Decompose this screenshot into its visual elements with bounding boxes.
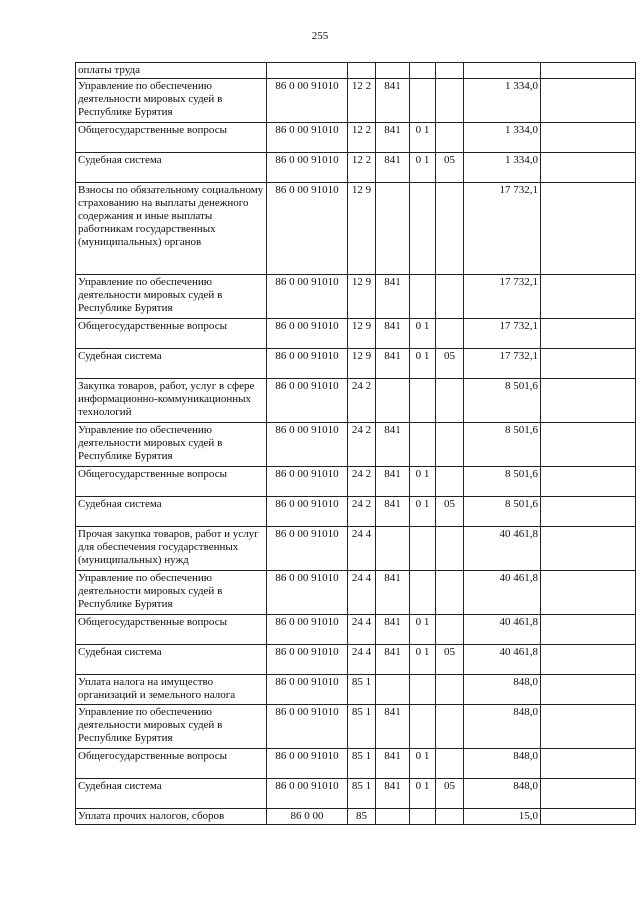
target-article-cell: 86 0 00 91010 [267,275,348,319]
row-name-cell: Управление по обеспечению деятельности мировых судей в Республике Бурятия [76,705,267,749]
extra-cell [541,615,636,645]
subsection-cell [436,63,464,79]
target-article-cell: 86 0 00 91010 [267,779,348,809]
expense-type-cell: 12 9 [348,349,376,379]
subsection-cell [436,467,464,497]
expense-type-cell: 24 2 [348,423,376,467]
amount-cell: 8 501,6 [464,467,541,497]
section-cell [410,571,436,615]
subsection-cell [436,527,464,571]
extra-cell [541,319,636,349]
section-cell: 0 1 [410,615,436,645]
administrator-code-cell: 841 [376,571,410,615]
expense-type-cell: 24 2 [348,467,376,497]
extra-cell [541,527,636,571]
amount-cell: 17 732,1 [464,275,541,319]
row-name-cell: Управление по обеспечению деятельности мировых судей в Республике Бурятия [76,423,267,467]
target-article-cell: 86 0 00 91010 [267,749,348,779]
expense-type-cell: 85 [348,809,376,825]
expense-type-cell: 85 1 [348,705,376,749]
section-cell: 0 1 [410,319,436,349]
section-cell: 0 1 [410,349,436,379]
expense-type-cell: 24 4 [348,527,376,571]
table-row [76,319,636,349]
extra-cell [541,183,636,275]
extra-cell [541,749,636,779]
administrator-code-cell [376,675,410,705]
row-name-cell: Закупка товаров, работ, услуг в сфере информационно-коммуникационных технологий [76,379,267,423]
row-name-cell: Общегосударственные вопросы [76,615,267,645]
extra-cell [541,571,636,615]
table-row [76,779,636,809]
amount-cell: 40 461,8 [464,645,541,675]
target-article-cell [267,63,348,79]
section-cell: 0 1 [410,467,436,497]
expense-type-cell: 24 2 [348,379,376,423]
amount-cell: 8 501,6 [464,379,541,423]
table-row [76,645,636,675]
expense-type-cell: 24 4 [348,615,376,645]
expense-type-cell: 12 9 [348,275,376,319]
administrator-code-cell: 841 [376,645,410,675]
section-cell [410,675,436,705]
expense-type-cell: 12 9 [348,183,376,275]
row-name-cell: Управление по обеспечению деятельности мировых судей в Республике Бурятия [76,79,267,123]
target-article-cell: 86 0 00 91010 [267,497,348,527]
target-article-cell: 86 0 00 91010 [267,349,348,379]
section-cell [410,379,436,423]
extra-cell [541,467,636,497]
section-cell [410,423,436,467]
amount-cell: 40 461,8 [464,527,541,571]
table-row [76,379,636,423]
row-name-cell: Уплата прочих налогов, сборов [76,809,267,825]
extra-cell [541,153,636,183]
row-name-cell: Судебная система [76,645,267,675]
extra-cell [541,123,636,153]
table-row [76,749,636,779]
target-article-cell: 86 0 00 91010 [267,615,348,645]
section-cell: 0 1 [410,153,436,183]
administrator-code-cell [376,527,410,571]
target-article-cell: 86 0 00 91010 [267,467,348,497]
table-row [76,63,636,79]
section-cell [410,79,436,123]
extra-cell [541,379,636,423]
amount-cell: 848,0 [464,705,541,749]
section-cell: 0 1 [410,779,436,809]
expense-type-cell: 24 4 [348,571,376,615]
row-name-cell: Управление по обеспечению деятельности мировых судей в Республике Бурятия [76,571,267,615]
amount-cell: 40 461,8 [464,615,541,645]
extra-cell [541,809,636,825]
section-cell [410,705,436,749]
section-cell: 0 1 [410,645,436,675]
extra-cell [541,275,636,319]
subsection-cell [436,705,464,749]
section-cell [410,183,436,275]
amount-cell: 15,0 [464,809,541,825]
administrator-code-cell: 841 [376,467,410,497]
section-cell: 0 1 [410,123,436,153]
extra-cell [541,79,636,123]
expense-type-cell: 24 2 [348,497,376,527]
table-row [76,527,636,571]
administrator-code-cell [376,379,410,423]
amount-cell: 848,0 [464,675,541,705]
page-number: 255 [311,30,329,42]
table-row [76,183,636,275]
table-row [76,153,636,183]
table-row [76,79,636,123]
amount-cell [464,63,541,79]
budget-table [75,62,636,825]
row-name-cell: Общегосударственные вопросы [76,123,267,153]
target-article-cell: 86 0 00 91010 [267,705,348,749]
row-name-cell: Общегосударственные вопросы [76,467,267,497]
administrator-code-cell: 841 [376,79,410,123]
administrator-code-cell: 841 [376,349,410,379]
target-article-cell: 86 0 00 91010 [267,645,348,675]
target-article-cell: 86 0 00 91010 [267,183,348,275]
amount-cell: 17 732,1 [464,183,541,275]
expense-type-cell: 12 2 [348,153,376,183]
row-name-cell: Судебная система [76,349,267,379]
administrator-code-cell: 841 [376,749,410,779]
target-article-cell: 86 0 00 91010 [267,79,348,123]
amount-cell: 848,0 [464,749,541,779]
subsection-cell: 05 [436,645,464,675]
administrator-code-cell: 841 [376,319,410,349]
extra-cell [541,497,636,527]
row-name-cell: Судебная система [76,497,267,527]
table-row [76,349,636,379]
row-name-cell: Управление по обеспечению деятельности мировых судей в Республике Бурятия [76,275,267,319]
row-name-cell: Судебная система [76,779,267,809]
table-row [76,705,636,749]
administrator-code-cell: 841 [376,153,410,183]
subsection-cell [436,615,464,645]
table-row [76,123,636,153]
table-row [76,423,636,467]
amount-cell: 17 732,1 [464,349,541,379]
expense-type-cell: 12 9 [348,319,376,349]
table-row [76,497,636,527]
subsection-cell [436,675,464,705]
amount-cell: 8 501,6 [464,423,541,467]
budget-table-body [76,63,636,825]
amount-cell: 17 732,1 [464,319,541,349]
target-article-cell: 86 0 00 91010 [267,571,348,615]
target-article-cell: 86 0 00 91010 [267,423,348,467]
administrator-code-cell: 841 [376,497,410,527]
amount-cell: 8 501,6 [464,497,541,527]
expense-type-cell: 85 1 [348,779,376,809]
target-article-cell: 86 0 00 91010 [267,675,348,705]
subsection-cell [436,183,464,275]
section-cell [410,527,436,571]
table-row [76,571,636,615]
subsection-cell [436,423,464,467]
administrator-code-cell: 841 [376,275,410,319]
subsection-cell [436,571,464,615]
subsection-cell: 05 [436,349,464,379]
extra-cell [541,349,636,379]
subsection-cell: 05 [436,497,464,527]
table-row [76,467,636,497]
administrator-code-cell: 841 [376,423,410,467]
expense-type-cell [348,63,376,79]
extra-cell [541,63,636,79]
expense-type-cell: 24 4 [348,645,376,675]
row-name-cell: Общегосударственные вопросы [76,319,267,349]
extra-cell [541,779,636,809]
section-cell: 0 1 [410,497,436,527]
administrator-code-cell: 841 [376,615,410,645]
extra-cell [541,423,636,467]
row-name-cell: Общегосударственные вопросы [76,749,267,779]
expense-type-cell: 12 2 [348,123,376,153]
expense-type-cell: 12 2 [348,79,376,123]
row-name-cell: Уплата налога на имущество организаций и земельного налога [76,675,267,705]
row-name-cell: Взносы по обязательному социальному страхованию на выплаты денежного содержания и иные выплаты работникам государственных (муниципальных) органов [76,183,267,275]
table-row [76,275,636,319]
target-article-cell: 86 0 00 [267,809,348,825]
subsection-cell [436,275,464,319]
subsection-cell: 05 [436,153,464,183]
administrator-code-cell [376,183,410,275]
target-article-cell: 86 0 00 91010 [267,379,348,423]
amount-cell: 1 334,0 [464,153,541,183]
table-row [76,675,636,705]
row-name-cell: Судебная система [76,153,267,183]
administrator-code-cell: 841 [376,705,410,749]
amount-cell: 1 334,0 [464,79,541,123]
target-article-cell: 86 0 00 91010 [267,123,348,153]
expense-type-cell: 85 1 [348,675,376,705]
section-cell [410,809,436,825]
subsection-cell: 05 [436,779,464,809]
subsection-cell [436,319,464,349]
amount-cell: 40 461,8 [464,571,541,615]
table-row [76,809,636,825]
subsection-cell [436,749,464,779]
expense-type-cell: 85 1 [348,749,376,779]
subsection-cell [436,809,464,825]
row-name-cell: оплаты труда [76,63,267,79]
target-article-cell: 86 0 00 91010 [267,527,348,571]
target-article-cell: 86 0 00 91010 [267,319,348,349]
amount-cell: 848,0 [464,779,541,809]
extra-cell [541,675,636,705]
subsection-cell [436,123,464,153]
subsection-cell [436,79,464,123]
extra-cell [541,705,636,749]
target-article-cell: 86 0 00 91010 [267,153,348,183]
section-cell [410,63,436,79]
administrator-code-cell: 841 [376,123,410,153]
section-cell [410,275,436,319]
subsection-cell [436,379,464,423]
extra-cell [541,645,636,675]
row-name-cell: Прочая закупка товаров, работ и услуг для обеспечения государственных (муниципальных) нужд [76,527,267,571]
section-cell: 0 1 [410,749,436,779]
administrator-code-cell [376,63,410,79]
table-row [76,615,636,645]
administrator-code-cell: 841 [376,779,410,809]
administrator-code-cell [376,809,410,825]
amount-cell: 1 334,0 [464,123,541,153]
